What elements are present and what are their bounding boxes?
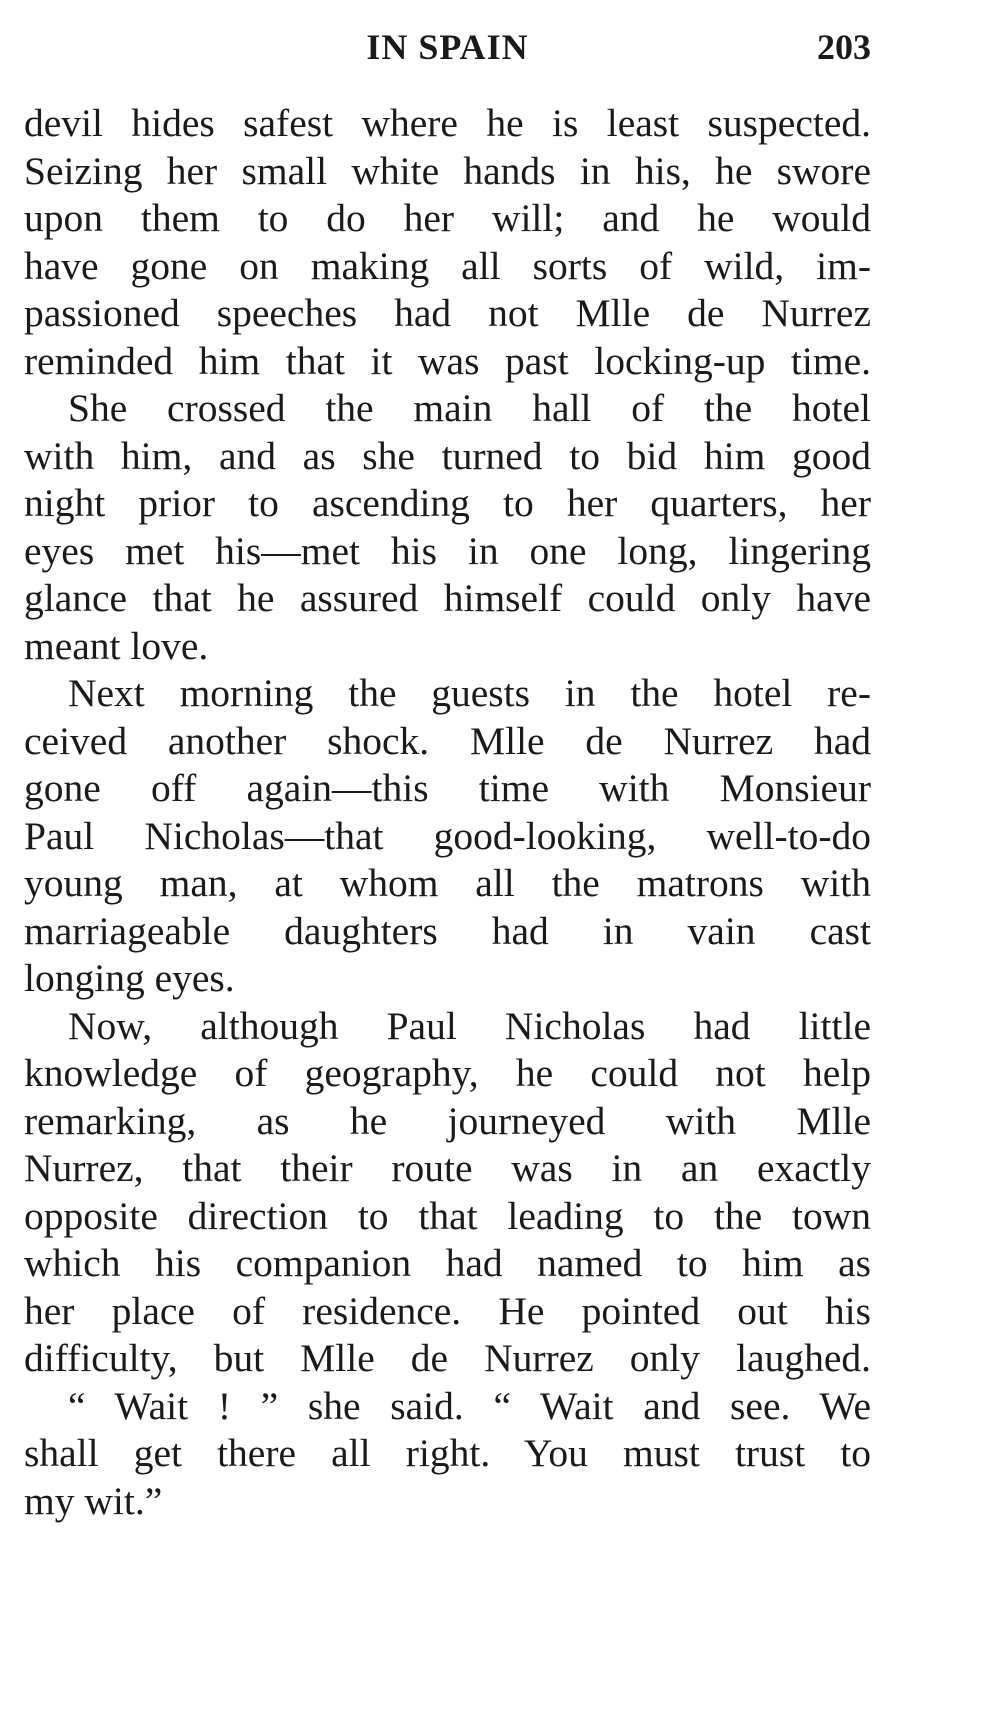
text-line: knowledge of geography, he could not help [24, 1051, 871, 1095]
body-text [24, 100, 871, 1525]
paragraph-4 [24, 1003, 871, 1383]
text-line: upon them to do her will; and he would [24, 196, 871, 240]
text-line: reminded him that it was past locking-up time. [24, 338, 871, 383]
text-line: glance that he assured himself could only have [24, 576, 871, 620]
text-line: devil hides safest where he is least suspected. [24, 101, 871, 145]
text-line: which his companion had named to him as [24, 1241, 871, 1285]
text-line: her place of residence. He pointed out his [24, 1288, 871, 1333]
running-title: IN SPAIN [366, 27, 529, 67]
text-line: remarking, as he journeyed with Mlle [24, 1098, 871, 1143]
text-line: Seizing her small white hands in his, he swore [24, 148, 871, 193]
paragraph-2 [24, 385, 871, 670]
text-line: difficulty, but Mlle de Nurrez only laughed. [24, 1336, 871, 1380]
text-line: Nurrez, that their route was in an exactly [24, 1146, 871, 1190]
text-line: gone off again—this time with Monsieur [24, 766, 871, 810]
text-line: eyes met his—met his in one long, lingering [24, 528, 871, 573]
text-line: shall get there all right. You must trust to [24, 1431, 871, 1475]
paragraph-3 [24, 670, 871, 1003]
text-line: have gone on making all sorts of wild, im- [24, 243, 871, 288]
text-line: passioned speeches had not Mlle de Nurrez [24, 291, 871, 335]
paragraph-1 [24, 100, 871, 385]
text-line: Now, although Paul Nicholas had little [68, 1003, 871, 1048]
text-line: young man, at whom all the matrons with [24, 861, 871, 905]
paragraph-5 [24, 1383, 871, 1526]
text-line: She crossed the main hall of the hotel [68, 386, 871, 430]
text-line: with him, and as she turned to bid him good [24, 433, 871, 478]
text-line: marriageable daughters had in vain cast [24, 908, 871, 953]
text-line: longing eyes. [24, 956, 235, 1000]
text-line: meant love. [24, 623, 209, 668]
text-line: opposite direction to that leading to the town [24, 1193, 871, 1238]
text-line: Paul Nicholas—that good-looking, well-to-do [24, 813, 871, 858]
text-line: my wit.” [24, 1478, 163, 1523]
page-number: 203 [817, 27, 871, 67]
text-line: Next morning the guests in the hotel re- [68, 671, 871, 715]
running-head [24, 22, 871, 72]
text-line: ceived another shock. Mlle de Nurrez had [24, 718, 871, 763]
text-line: “ Wait ! ” she said. “ Wait and see. We [68, 1383, 871, 1428]
text-line: night prior to ascending to her quarters, her [24, 481, 871, 525]
